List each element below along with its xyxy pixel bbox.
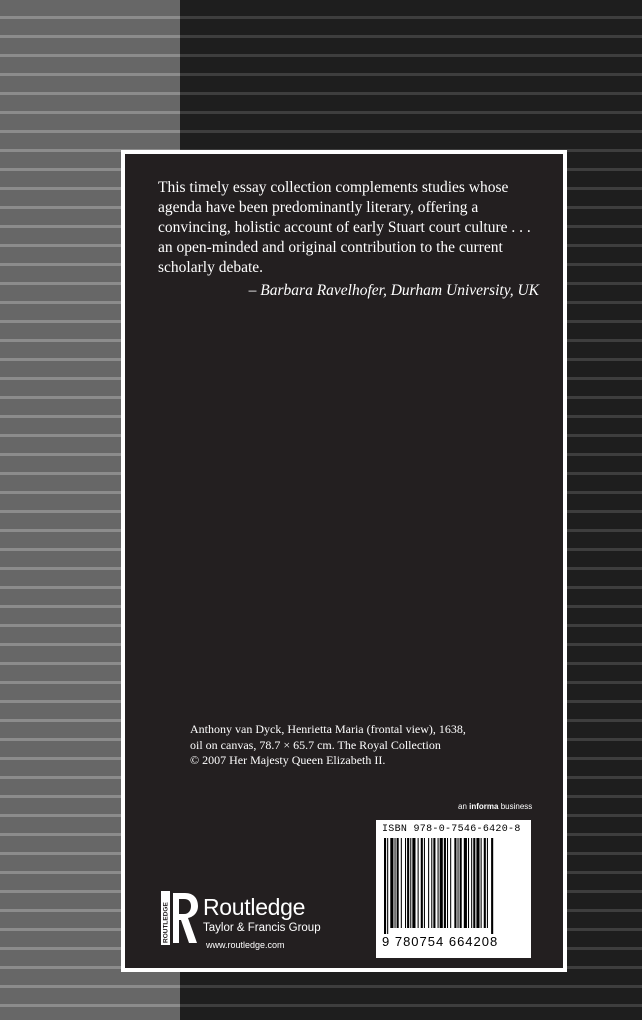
barcode-bar	[473, 838, 475, 928]
barcode-bar	[438, 838, 439, 928]
back-cover-panel	[121, 150, 567, 972]
credit-line-1: Anthony van Dyck, Henrietta Maria (frontal view), 1638,	[190, 722, 466, 736]
barcode-bar	[491, 838, 493, 934]
barcode-bar	[454, 838, 456, 928]
image-credit	[190, 722, 498, 769]
barcode-bar	[464, 838, 467, 928]
barcode-bar	[468, 838, 469, 928]
credit-line-2: oil on canvas, 78.7 × 65.7 cm. The Royal Collection	[190, 737, 441, 752]
barcode-bar	[401, 838, 402, 928]
barcode-bar	[387, 838, 388, 934]
barcode-bar	[395, 838, 396, 928]
quote-text: This timely essay collection complements studies whose agenda have been predominantly literary, offering a convincing, holistic account of early Stuart court culture . . . an open-minded and original contribution to the current scholarly debate.	[158, 179, 531, 276]
barcode-bar	[444, 838, 446, 928]
barcode-bar	[440, 838, 443, 928]
barcode-bars	[382, 838, 525, 934]
review-quote	[158, 178, 543, 301]
barcode-bar	[458, 838, 459, 928]
publisher-name: Routledge	[203, 894, 306, 920]
informa-business-tag: an informa business	[458, 802, 533, 811]
quote-attribution: – Barbara Ravelhofer, Durham University, UK	[248, 282, 539, 299]
publisher-group: Taylor & Francis Group	[203, 922, 321, 934]
barcode-bar	[421, 838, 423, 928]
barcode-bar	[397, 838, 399, 928]
barcode-bar	[410, 838, 411, 928]
credit-line-3: © 2007 Her Majesty Queen Elizabeth II.	[190, 753, 386, 767]
routledge-logo-icon	[161, 891, 199, 945]
barcode-bar	[460, 838, 462, 928]
barcode-bar	[484, 838, 486, 928]
barcode-bar	[424, 838, 425, 928]
barcode-bar	[407, 838, 409, 928]
publisher-url: www.routledge.com	[206, 940, 285, 950]
isbn-label: ISBN 978-0-7546-6420-8	[382, 824, 521, 835]
barcode-bar	[471, 838, 472, 928]
barcode-bar	[481, 838, 482, 928]
barcode-box	[376, 820, 531, 958]
barcode-bar	[428, 838, 429, 928]
barcode-bar	[384, 838, 386, 934]
barcode-bar	[447, 838, 448, 928]
logo-vertical-text: ROUTLEDGE	[162, 902, 170, 943]
barcode-bar	[433, 838, 435, 928]
barcode-bar	[431, 838, 432, 928]
barcode-bar	[487, 838, 488, 928]
barcode-bar	[450, 838, 451, 928]
barcode-bar	[405, 838, 406, 928]
barcode-bar	[412, 838, 415, 928]
barcode-bar	[390, 838, 393, 928]
publisher-brand	[203, 894, 321, 951]
barcode-digits: 9 780754 664208	[382, 934, 499, 949]
barcode-bar	[418, 838, 419, 928]
barcode-bar	[476, 838, 479, 928]
